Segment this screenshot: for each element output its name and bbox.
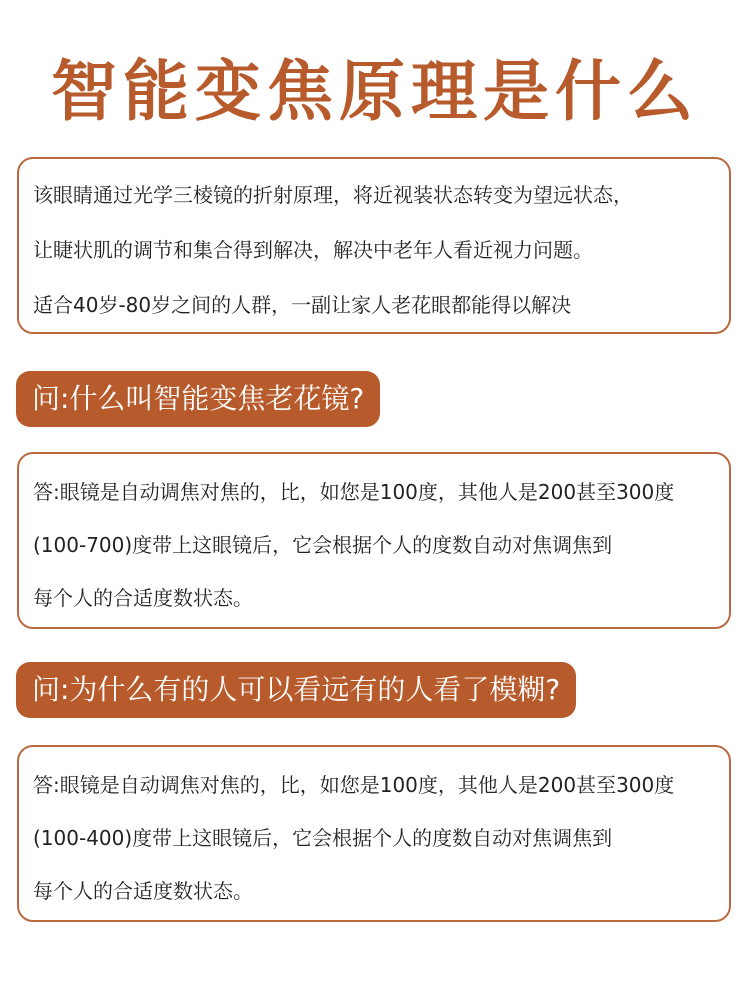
page-title: 智能变焦原理是什么 (51, 53, 699, 130)
intro-card (17, 157, 731, 334)
answer-card (17, 452, 731, 629)
answer-card (17, 745, 731, 922)
answer-line: 答:眼镜是自动调焦对焦的，比，如您是100度，其他人是200甚至300度 (33, 773, 675, 797)
answer-line: 每个人的合适度数状态。 (33, 879, 253, 903)
question-pill: 问:什么叫智能变焦老花镜? (16, 371, 380, 427)
answer-line: 答:眼镜是自动调焦对焦的，比，如您是100度，其他人是200甚至300度 (33, 480, 675, 504)
answer-line: (100-700)度带上这眼镜后，它会根据个人的度数自动对焦调焦到 (33, 533, 613, 557)
answer-line: 每个人的合适度数状态。 (33, 586, 253, 610)
intro-line: 该眼睛通过光学三棱镜的折射原理，将近视装状态转变为望远状态， (33, 183, 633, 207)
intro-line: 让睫状肌的调节和集合得到解决，解决中老年人看近视力问题。 (33, 238, 593, 262)
answer-line: (100-400)度带上这眼镜后，它会根据个人的度数自动对焦调焦到 (33, 826, 613, 850)
question-pill: 问:为什么有的人可以看远有的人看了模糊? (16, 662, 576, 718)
intro-line: 适合40岁-80岁之间的人群，一副让家人老花眼都能得以解决 (33, 293, 572, 317)
